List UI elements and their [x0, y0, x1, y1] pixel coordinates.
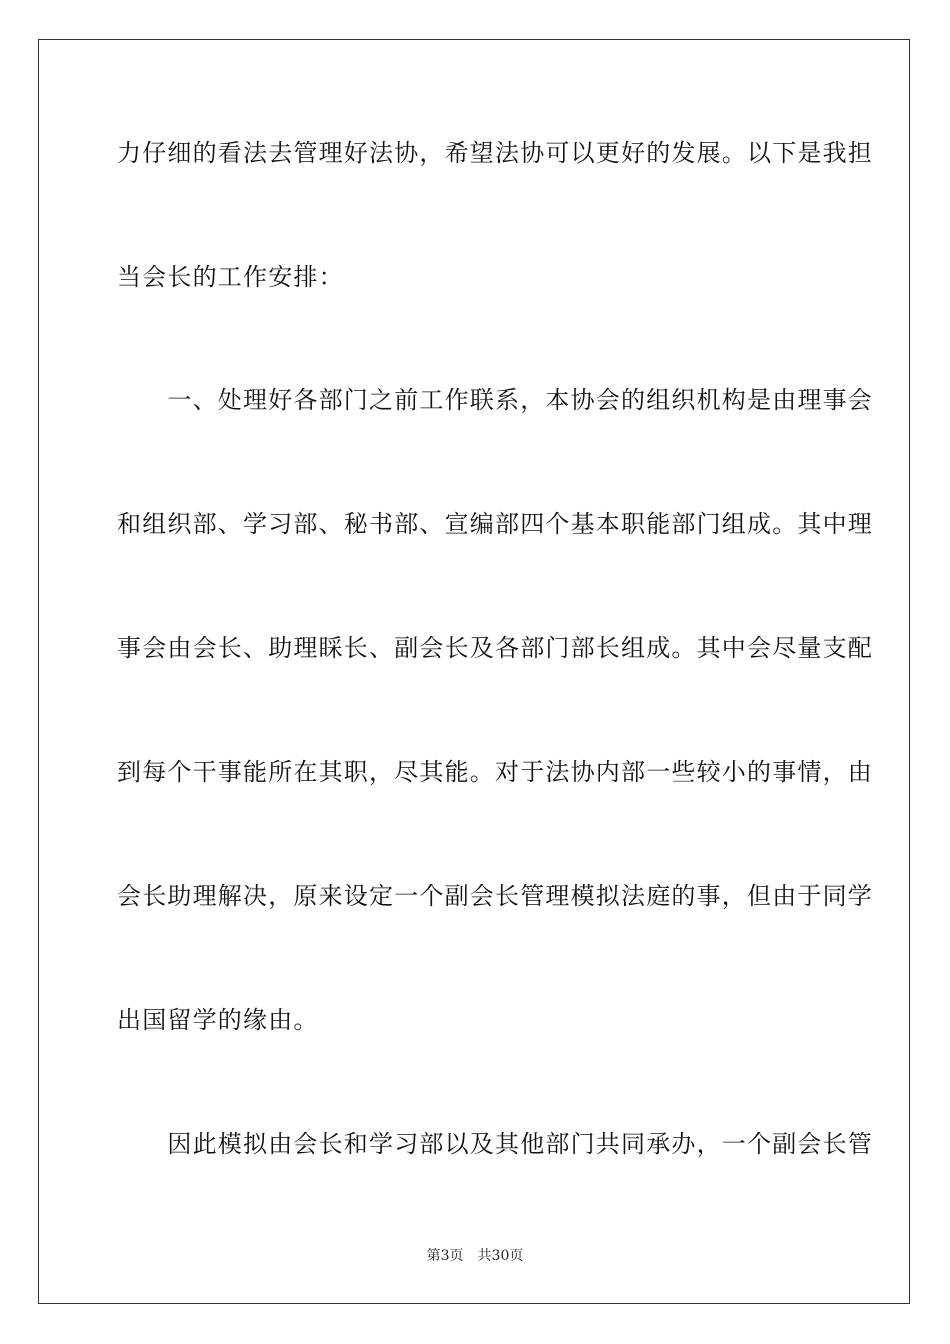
paragraph-line: 当会长的工作安排：	[117, 263, 344, 291]
paragraph-line: 会长助理解决，原来设定一个副会长管理模拟法庭的事，但由于同学	[117, 882, 873, 910]
paragraph-line: 事会由会长、助理睬长、副会长及各部门部长组成。其中会尽量支配	[117, 634, 873, 662]
paragraph-line: 因此模拟由会长和学习部以及其他部门共同承办，一个副会长管	[117, 1130, 873, 1158]
page-number: 第3页	[426, 1248, 464, 1264]
paragraph-line: 力仔细的看法去管理好法协，希望法协可以更好的发展。以下是我担	[117, 139, 873, 167]
paragraph-line: 出国留学的缘由。	[117, 1006, 319, 1034]
paragraph-line: 和组织部、学习部、秘书部、宣编部四个基本职能部门组成。其中理	[117, 510, 873, 538]
page-footer	[0, 1247, 950, 1265]
paragraph-line: 到每个干事能所在其职，尽其能。对于法协内部一些较小的事情，由	[117, 758, 873, 786]
page-border	[38, 39, 910, 1304]
paragraph-line: 一、处理好各部门之前工作联系，本协会的组织机构是由理事会	[117, 386, 873, 414]
page-total: 共30页	[477, 1248, 524, 1264]
